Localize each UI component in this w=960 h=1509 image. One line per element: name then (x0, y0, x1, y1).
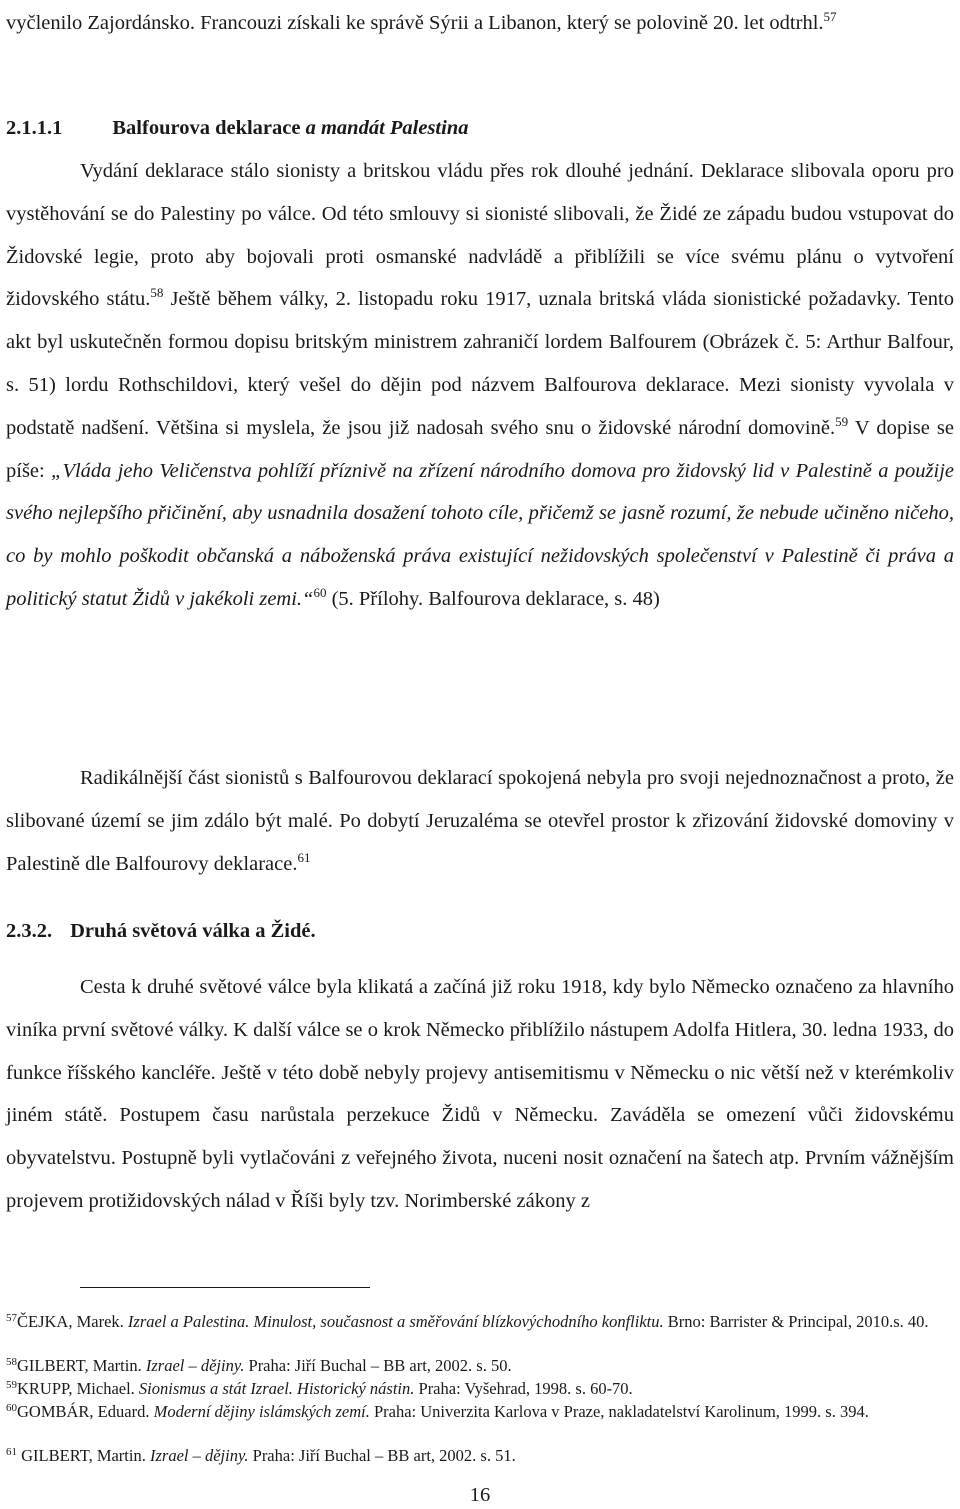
footnote-ref-61[interactable]: 61 (297, 849, 311, 865)
footnote-ref-59[interactable]: 59 (835, 413, 849, 429)
section-heading (6, 910, 954, 953)
footnote-ref-57[interactable]: 57 (823, 9, 837, 24)
paragraph-continuation: vyčlenilo Zajordánsko. Francouzi získali ke správě Sýrii a Libanon, který se polovině 20. let odtrhl.$^{57}$ (6, 9, 837, 34)
declaration-quote: „Vláda jeho Veličenstva pohlíží příznivě na zřízení národního domova pro židovský lid v Palestině a použije svého nejlepšího přičinění, aby usnadnila dosažení tohoto cíle, přičemž se jasně rozumí, že nebude učiněno ničeho, co by mohlo poškodit občanská a náboženská práva existující nežidovských společenství v Palestině či práva a politický statut Židů v jakékoli zemi.“ (6, 459, 954, 610)
heading-number: 2.1.1.1 (6, 117, 63, 139)
footnote-60: $^{60}$GOMBÁR, Eduard. Moderní dějiny islámských zemí. Praha: Univerzita Karlova v Praze, nakladatelství Karolinum, 1999. s. 394. (6, 1402, 869, 1421)
subsection-heading (6, 107, 954, 150)
footnote-ref-60[interactable]: 60 (313, 584, 327, 600)
footnote-59: $^{59}$KRUPP, Michael. Sionismus a stát Izrael. Historický nástin. Praha: Vyšehrad, 1998. s. 60-70. (6, 1379, 633, 1398)
heading-text: Druhá světová válka a Židé. (70, 920, 316, 942)
paragraph-ww2: Cesta k druhé světové válce byla klikatá a začíná již roku 1918, kdy bylo Německo označeno za hlavního viníka první světové války. K další válce se o krok Německo přiblížilo nástupem Adolfa Hitlera, 30. ledna 1933, do funkce říšského kancléře. Ještě v této době nebyly projevy antisemitismu v Německu o nic větší než v kterémkoliv jiném státě. Postupem času narůstala perzekuce Židů v Německu. Zaváděla se omezení vůči židovskému obyvatelstvu. Postupně byli vytlačováni z veřejného života, nuceni nosit označení na šatech atp. Prvním vážnějším projevem protižidovských nálad v Říši byly tzv. Norimberské zákony z (6, 976, 954, 1212)
paragraph-radical-zionists: Radikálnější část sionistů s Balfourovou deklarací spokojená nebyla pro svoji nejednoznačnost a proto, že slibované území se jim zdálo být malé. Po dobytí Jeruzaléma se otevřel prostor k zřizování židovské domoviny v Palestině dle Balfourovy deklarace.$^{61}$ (6, 767, 954, 875)
heading-text-italic: a mandát Palestina (305, 117, 469, 139)
heading-number: 2.3.2. (6, 920, 53, 942)
footnote-58: $^{58}$GILBERT, Martin. Izrael – dějiny. Praha: Jiří Buchal – BB art, 2002. s. 50. (6, 1356, 512, 1375)
heading-text: Balfourova deklarace (112, 117, 301, 139)
footnote-61: $^{61}$ GILBERT, Martin. Izrael – dějiny. Praha: Jiří Buchal – BB art, 2002. s. 51. (6, 1446, 516, 1465)
footnote-separator (80, 1287, 370, 1288)
footnote-ref-58[interactable]: 58 (150, 285, 164, 301)
footnote-57: $^{57}$ČEJKA, Marek. Izrael a Palestina. Minulost, současnost a směřování blízkovýchodního konfliktu. Brno: Barrister & Principal, 2010.s. 40. (6, 1312, 929, 1331)
paragraph-balfour: Vydání deklarace stálo sionisty a britskou vládu přes rok dlouhé jednání. Deklarace slibovala oporu pro vystěhování se do Palestiny po válce. Od této smlouvy si sionisté slibovali, že Židé ze západu budou vstupovat do Židovské legie, proto aby bojovali proti osmanské nadvládě a přiblížili se více svému plánu o vytvoření židovského státu.$^{58}$ Ještě během války, 2. listopadu roku 1917, uznala britská vláda sionistické požadavky. Tento akt byl uskutečněn formou dopisu britským ministrem zahraničí lordem Balfourem (Obrázek č. 5: Arthur Balfour, s. 51) lordu Rothschildovi, který vešel do dějin pod názvem Balfourova deklarace. Mezi sionisty vyvolala v podstatě nadšení. Většina si myslela, že jsou již nadosah svého snu o židovské národní domovině.$^{59}$ V dopise se píše: „Vláda jeho Veličenstva pohlíží příznivě na zřízení národního domova pro židovský lid v Palestině a použije svého nejlepšího přičinění, aby usnadnila dosažení tohoto cíle, přičemž se jasně rozumí, že nebude učiněno ničeho, co by mohlo poškodit občanská a náboženská práva existující nežidovských společenství v Palestině či práva a politický statut Židů v jakékoli zemi.“$^{60}$ (5. Přílohy. Balfourova deklarace, s. 48) (6, 160, 954, 610)
page-number: 16 (469, 1484, 491, 1506)
